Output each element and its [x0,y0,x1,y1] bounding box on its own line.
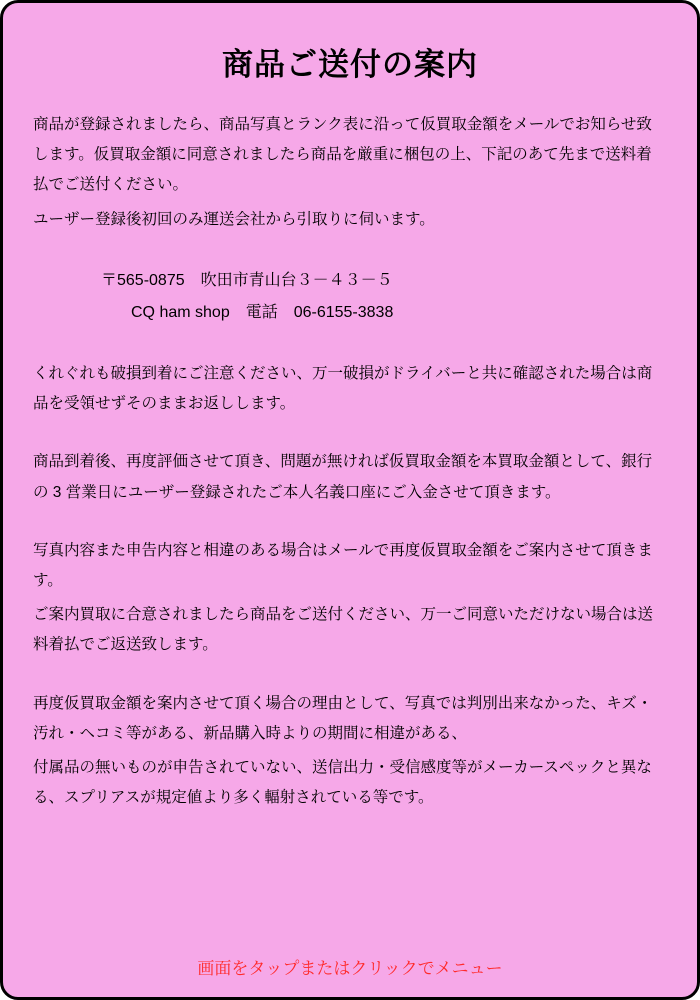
damage-notice: くれぐれも破損到着にご注意ください、万一破損がドライバーと共に確認された場合は商品を受領せずそのままお返しします。 [33,364,653,413]
document-body [3,3,697,997]
tap-for-menu-hint[interactable]: 画面をタップまたはクリックでメニュー [197,959,503,978]
mismatch-notice-1: 写真内容また申告内容と相違のある場合はメールで再度仮買取金額をご案内させて頂きます。 [33,541,653,589]
reasons-notice-2: 付属品の無いものが申告されていない、送信出力・受信感度等がメーカースペックと異なる、スプリアスが規定値より多く輻射されている等です。 [33,759,652,807]
mismatch-notice-2: ご案内買取に合意されましたら商品をご送付ください、万一ご同意いただけない場合は送料着払でご返送致します。 [33,606,654,654]
address-line-2: CQ ham shop 電話 06-6155-3838 [131,303,394,321]
pickup-paragraph: ユーザー登録後初回のみ運送会社から引取りに伺います。 [33,210,435,228]
address-line-1: 〒565-0875 吹田市青山台３－４３－５ [101,271,393,289]
intro-paragraph: 商品が登録されましたら、商品写真とランク表に沿って仮買取金額をメールでお知らせ致します。仮買取金額に同意されましたら商品を厳重に梱包の上、下記のあて先まで送料着払でご送付ください。 [33,116,652,194]
shipping-address [33,265,667,329]
payment-notice: 商品到着後、再度評価させて頂き、問題が無ければ仮買取金額を本買取金額として、銀行の 3 営業日にユーザー登録されたご本人名義口座にご入金させて頂きます。 [33,453,653,501]
page-title: 商品ご送付の案内 [222,47,478,82]
reasons-notice-1: 再度仮買取金額を案内させて頂く場合の理由として、写真では判別出来なかった、キズ・汚れ・ヘコミ等がある、新品購入時よりの期間に相違がある、 [33,694,653,742]
